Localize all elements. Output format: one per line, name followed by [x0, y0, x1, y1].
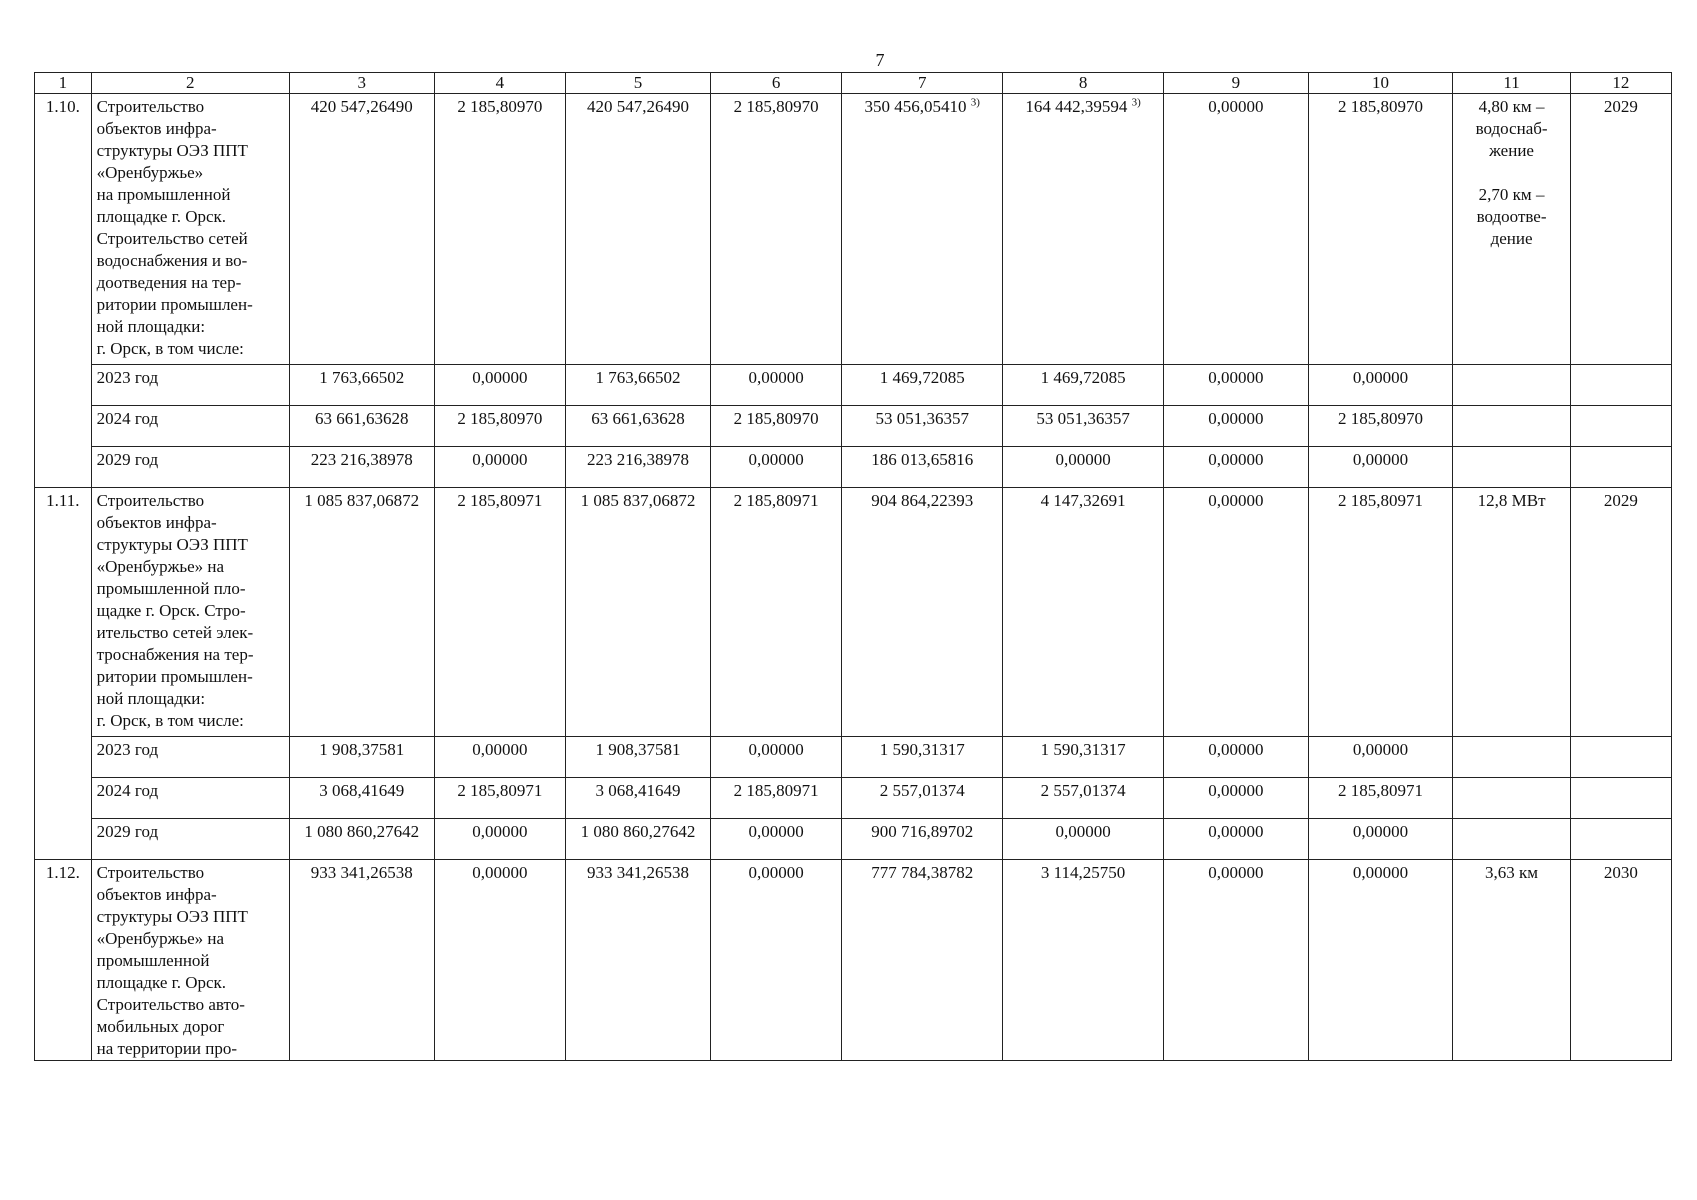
column-header: 4: [434, 73, 566, 94]
cell: 2 185,80970: [710, 406, 842, 447]
cell: 223 216,38978: [289, 447, 434, 488]
year-label: 2023 год: [91, 737, 289, 778]
capacity-cell: 12,8 МВт: [1453, 488, 1570, 737]
year-cell: 2029: [1570, 94, 1671, 365]
cell: 2 185,80971: [434, 778, 566, 819]
table-row: [35, 365, 1672, 406]
cell: 0,00000: [1164, 778, 1309, 819]
column-header: 2: [91, 73, 289, 94]
cell: 1 908,37581: [289, 737, 434, 778]
cell: 2 557,01374: [1003, 778, 1164, 819]
cell: 1 080 860,27642: [289, 819, 434, 860]
column-header: 8: [1003, 73, 1164, 94]
cell: [1453, 737, 1570, 778]
cell: 0,00000: [1308, 737, 1453, 778]
cell: 63 661,63628: [566, 406, 711, 447]
cell: [1453, 447, 1570, 488]
cell: 0,00000: [1164, 488, 1309, 737]
cell: 186 013,65816: [842, 447, 1003, 488]
cell: 0,00000: [1164, 447, 1309, 488]
row-index: 1.10.: [35, 94, 92, 488]
year-label: 2029 год: [91, 447, 289, 488]
cell: 1 763,66502: [289, 365, 434, 406]
cell: [1570, 778, 1671, 819]
cell: 0,00000: [1164, 406, 1309, 447]
cell: 1 080 860,27642: [566, 819, 711, 860]
cell: 0,00000: [434, 819, 566, 860]
column-header: 10: [1308, 73, 1453, 94]
cell: 2 185,80970: [1308, 406, 1453, 447]
cell: 0,00000: [1164, 365, 1309, 406]
cell: 2 185,80971: [710, 488, 842, 737]
table-row: [35, 819, 1672, 860]
cell: 3 068,41649: [566, 778, 711, 819]
column-header: 6: [710, 73, 842, 94]
cell: 1 469,72085: [1003, 365, 1164, 406]
cell: 63 661,63628: [289, 406, 434, 447]
cell: 0,00000: [1164, 819, 1309, 860]
cell: 164 442,39594 $^{3)}$: [1003, 94, 1164, 365]
column-header: 7: [842, 73, 1003, 94]
cell: 2 185,80971: [1308, 778, 1453, 819]
cell: 0,00000: [710, 819, 842, 860]
cell: 3 114,25750: [1003, 860, 1164, 1061]
project-name: Строительство объектов инфра- структуры ОЭЗ ППТ «Оренбуржье» на промышленной площадке г. Орск. Строительство сетей водоснабжения и во- доотведения на тер- ритории промышлен- ной площадки: г. Орск, в том числе:: [91, 94, 289, 365]
cell: [1453, 365, 1570, 406]
page-number: 7: [875, 50, 885, 70]
cell: [1453, 778, 1570, 819]
cell: [1570, 737, 1671, 778]
footnote-mark: 3): [970, 96, 980, 109]
column-header: 5: [566, 73, 711, 94]
capacity-cell: 3,63 км: [1453, 860, 1570, 1061]
row-index: 1.11.: [35, 488, 92, 860]
cell: 0,00000: [434, 860, 566, 1061]
cell: 53 051,36357: [1003, 406, 1164, 447]
cell: 0,00000: [710, 447, 842, 488]
table-row: [35, 488, 1672, 737]
project-name: Строительство объектов инфра- структуры ОЭЗ ППТ «Оренбуржье» на промышленной пло- щадке г. Орск. Стро- ительство сетей элек- троснабжения на тер- ритории промышлен- ной площадки: г. Орск, в том числе:: [91, 488, 289, 737]
cell: [1453, 819, 1570, 860]
year-cell: 2030: [1570, 860, 1671, 1061]
year-label: 2029 год: [91, 819, 289, 860]
cell: 0,00000: [434, 447, 566, 488]
cell: 1 590,31317: [842, 737, 1003, 778]
cell: 0,00000: [434, 737, 566, 778]
cell: 0,00000: [1164, 860, 1309, 1061]
capacity-cell: 4,80 км – водоснаб- жение 2,70 км – водоотве- дение: [1453, 94, 1570, 365]
cell: 2 185,80971: [434, 488, 566, 737]
year-label: 2023 год: [91, 365, 289, 406]
year-label: 2024 год: [91, 406, 289, 447]
cell: 0,00000: [1164, 94, 1309, 365]
cell: 904 864,22393: [842, 488, 1003, 737]
column-number-row: [35, 73, 1672, 94]
table-row: [35, 737, 1672, 778]
column-header: 11: [1453, 73, 1570, 94]
cell: 0,00000: [1308, 447, 1453, 488]
cell: 2 185,80970: [1308, 94, 1453, 365]
cell: 1 908,37581: [566, 737, 711, 778]
cell: 2 185,80970: [434, 94, 566, 365]
table-row: [35, 860, 1672, 1061]
column-header: 1: [35, 73, 92, 94]
column-header: 3: [289, 73, 434, 94]
cell: 2 185,80970: [434, 406, 566, 447]
cell: [1570, 447, 1671, 488]
cell: 4 147,32691: [1003, 488, 1164, 737]
cell: 1 085 837,06872: [566, 488, 711, 737]
column-header: 9: [1164, 73, 1309, 94]
table-row: [35, 406, 1672, 447]
cell: [1570, 365, 1671, 406]
cell: [1570, 819, 1671, 860]
row-index: 1.12.: [35, 860, 92, 1061]
cell: 0,00000: [1003, 819, 1164, 860]
cell: 900 716,89702: [842, 819, 1003, 860]
cell: 223 216,38978: [566, 447, 711, 488]
cell: 0,00000: [710, 737, 842, 778]
cell: 1 763,66502: [566, 365, 711, 406]
cell: 0,00000: [1308, 365, 1453, 406]
table-row: [35, 447, 1672, 488]
cell: 0,00000: [710, 365, 842, 406]
cell: 2 185,80971: [1308, 488, 1453, 737]
cell: 420 547,26490: [566, 94, 711, 365]
table-row: [35, 778, 1672, 819]
cell: 3 068,41649: [289, 778, 434, 819]
footnote-mark: 3): [1131, 96, 1141, 109]
cell: 53 051,36357: [842, 406, 1003, 447]
cell: 933 341,26538: [566, 860, 711, 1061]
cell: 0,00000: [1308, 860, 1453, 1061]
year-label: 2024 год: [91, 778, 289, 819]
cell: 1 085 837,06872: [289, 488, 434, 737]
cell: 2 185,80970: [710, 94, 842, 365]
cell: 933 341,26538: [289, 860, 434, 1061]
cell: 1 590,31317: [1003, 737, 1164, 778]
table-row: [35, 94, 1672, 365]
year-cell: 2029: [1570, 488, 1671, 737]
column-header: 12: [1570, 73, 1671, 94]
financing-table: [34, 72, 1672, 1061]
cell: 1 469,72085: [842, 365, 1003, 406]
cell: [1570, 406, 1671, 447]
cell: 0,00000: [1164, 737, 1309, 778]
cell: 0,00000: [434, 365, 566, 406]
cell: 420 547,26490: [289, 94, 434, 365]
cell: 2 557,01374: [842, 778, 1003, 819]
cell: 0,00000: [1003, 447, 1164, 488]
cell: [1453, 406, 1570, 447]
cell: 2 185,80971: [710, 778, 842, 819]
project-name: Строительство объектов инфра- структуры ОЭЗ ППТ «Оренбуржье» на промышленной площадке г. Орск. Строительство авто- мобильных дорог на территории про-: [91, 860, 289, 1061]
cell: 0,00000: [710, 860, 842, 1061]
cell: 777 784,38782: [842, 860, 1003, 1061]
cell: 0,00000: [1308, 819, 1453, 860]
cell: 350 456,05410 $^{3)}$: [842, 94, 1003, 365]
